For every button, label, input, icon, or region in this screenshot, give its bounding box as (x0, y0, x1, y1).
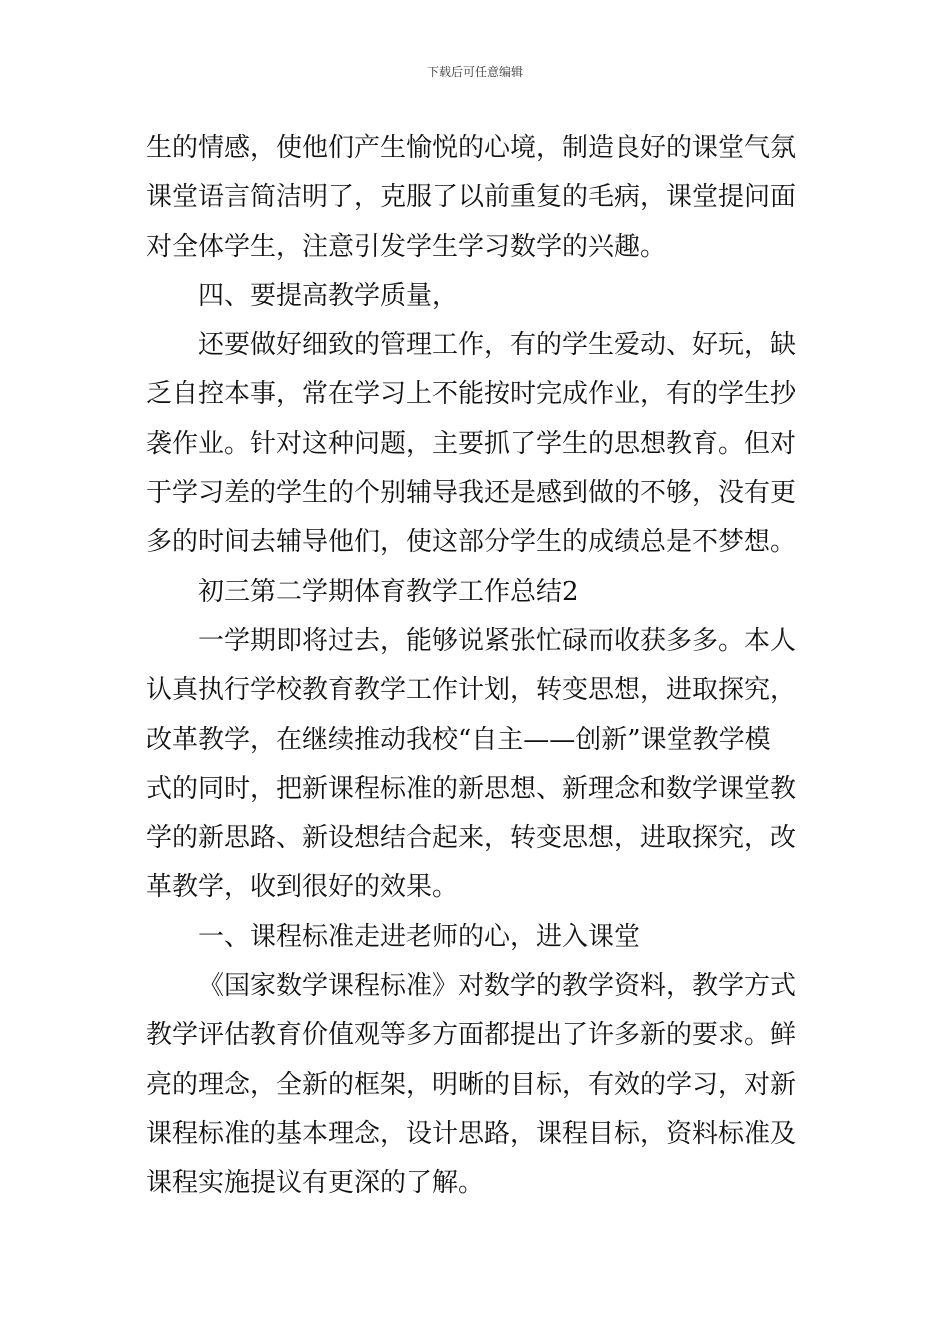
text-line: 对全体学生，注意引发学生学习数学的兴趣。 (146, 231, 667, 262)
document-title: 初三第二学期体育教学工作总结2 (198, 576, 579, 607)
text-line: 改革教学，在继续推动我校“自主——创新”课堂教学模 (146, 724, 771, 755)
text-line: 教学评估教育价值观等多方面都提出了许多新的要求。鲜 (146, 1020, 797, 1051)
text-line: 课程实施提议有更深的了解。 (146, 1168, 485, 1199)
section-heading: 一、课程标准走进老师的心，进入课堂 (198, 921, 641, 952)
document-body (146, 124, 811, 1209)
text-line: 多的时间去辅导他们，使这部分学生的成绩总是不梦想。 (146, 527, 797, 558)
section-heading: 四、要提高教学质量， (198, 280, 459, 311)
text-line: 革教学，收到很好的效果。 (146, 872, 459, 903)
text-line: 乏自控本事，常在学习上不能按时完成作业，有的学生抄 (146, 379, 797, 410)
text-line: 课程标准的基本理念，设计思路，课程目标，资料标准及 (146, 1118, 797, 1149)
text-line: 式的同时，把新课程标准的新思想、新理念和数学课堂教 (146, 773, 797, 804)
text-line: 学的新思路、新设想结合起来，转变思想，进取探究，改 (146, 823, 797, 854)
page-header: 下载后可任意编辑 (426, 65, 523, 79)
text-line: 课堂语言简洁明了，克服了以前重复的毛病，课堂提问面 (146, 182, 797, 213)
text-line: 生的情感，使他们产生愉悦的心境，制造良好的课堂气氛 (146, 133, 797, 163)
text-line: 袭作业。针对这种问题，主要抓了学生的思想教育。但对 (146, 428, 797, 459)
paragraph-start: 还要做好细致的管理工作，有的学生爱动、好玩，缺 (198, 330, 797, 361)
paragraph-start: 一学期即将过去，能够说紧张忙碌而收获多多。本人 (198, 625, 797, 656)
text-line: 亮的理念，全新的框架，明晰的目标，有效的学习，对新 (146, 1069, 797, 1100)
text-line: 于学习差的学生的个别辅导我还是感到做的不够，没有更 (146, 478, 797, 509)
paragraph-start: 《国家数学课程标准》对数学的教学资料，教学方式 (198, 971, 797, 1002)
text-line: 认真执行学校教育教学工作计划，转变思想，进取探究， (146, 675, 797, 706)
